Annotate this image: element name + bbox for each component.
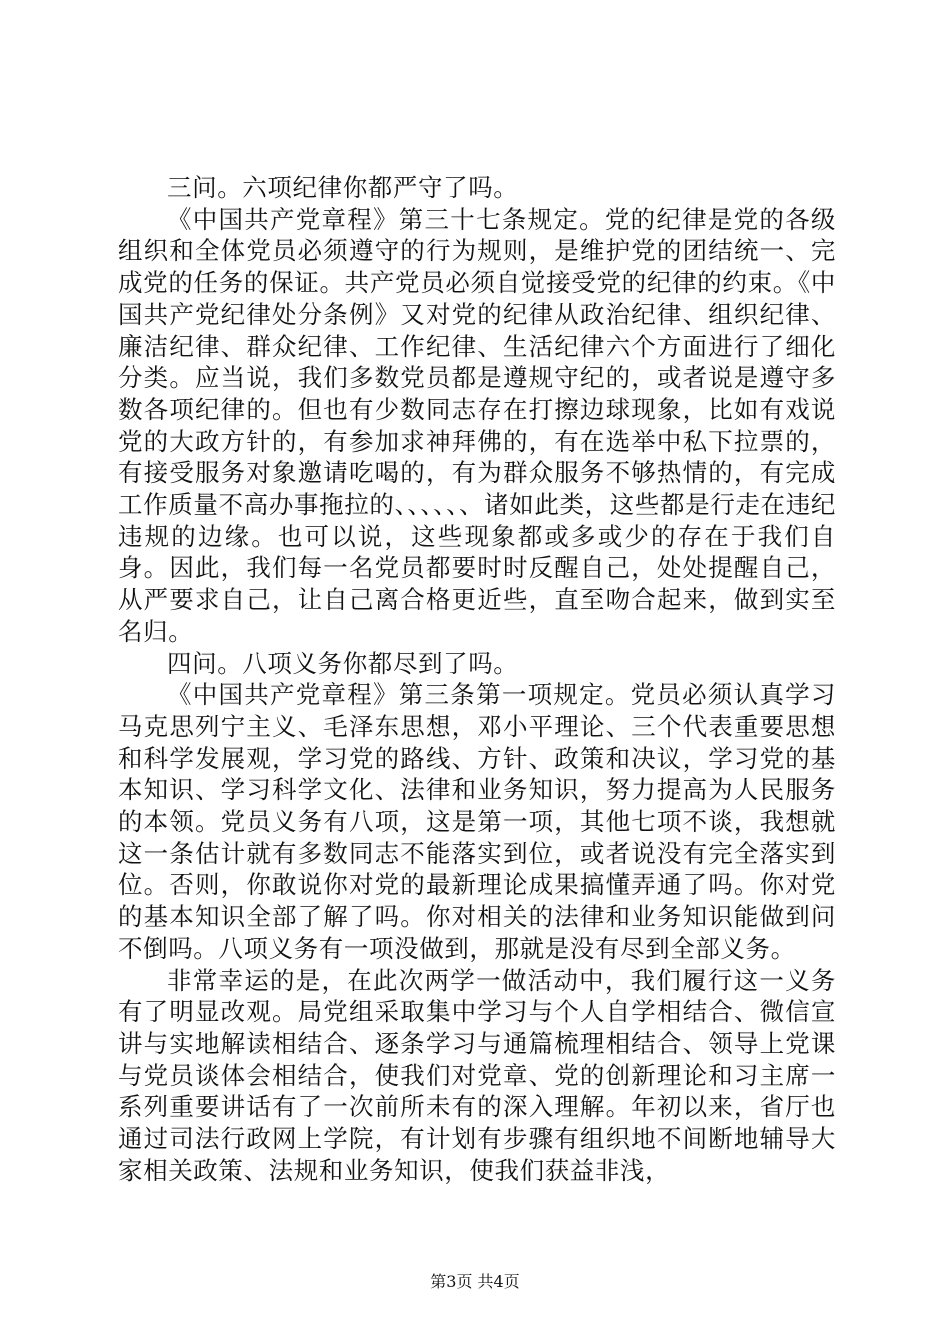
heading-question-four: 四问。八项义务你都尽到了吗。 bbox=[167, 648, 519, 678]
page-number-footer: 第3页 共4页 bbox=[430, 1272, 520, 1291]
paragraph-obligations: 《中国共产党章程》第三条第一项规定。党员必须认真学习马克思列宁主义、毛泽东思想，邓小平理论、三个代表重要思想和科学发展观，学习党的路线、方针、政策和决议，学习党的基本知识、学习科学文化、法律和业务知识，努力提高为人民服务的本领。党员义务有八项，这是第一项，其他七项不谈，我想就这一条估计就有多数同志不能落实到位，或者说没有完全落实到位。否则，你敢说你对党的最新理论成果搞懂弄通了吗。你对党的基本知识全部了解了吗。你对相关的法律和业务知识能做到问不倒吗。八项义务有一项没做到，那就是没有尽到全部义务。 bbox=[118, 680, 836, 963]
heading-question-three: 三问。六项纪律你都严守了吗。 bbox=[167, 173, 519, 202]
paragraph-discipline: 《中国共产党章程》第三十七条规定。党的纪律是党的各级组织和全体党员必须遵守的行为规则，是维护党的团结统一、完成党的任务的保证。共产党员必须自觉接受党的纪律的约束。《中国共产党纪律处分条例》又对党的纪律从政治纪律、组织纪律、廉洁纪律、群众纪律、工作纪律、生活纪律六个方面进行了细化分类。应当说，我们多数党员都是遵规守纪的，或者说是遵守多数各项纪律的。但也有少数同志存在打擦边球现象，比如有戏说党的大政方针的，有参加求神拜佛的，有在选举中私下拉票的，有接受服务对象邀请吃喝的，有为群众服务不够热情的，有完成工作质量不高办事拖拉的、、、、、、诸如此类，这些都是行走在违纪违规的边缘。也可以说，这些现象都或多或少的存在于我们自身。因此，我们每一名党员都要时时反醒自己，处处提醒自己，从严要求自己，让自己离合格更近些，直至吻合起来，做到实至名归。 bbox=[118, 204, 836, 646]
document-body bbox=[118, 172, 836, 1187]
paragraph-improvement: 非常幸运的是，在此次两学一做活动中，我们履行这一义务有了明显改观。局党组采取集中学习与个人自学相结合、微信宣讲与实地解读相结合、逐条学习与通篇梳理相结合、领导上党课与党员谈体会相结合，使我们对党章、党的创新理论和习主席一系列重要讲话有了一次前所未有的深入理解。年初以来，省厅也通过司法行政网上学院，有计划有步骤有组织地不间断地辅导大家相关政策、法规和业务知识，使我们获益非浅， bbox=[118, 965, 836, 1185]
